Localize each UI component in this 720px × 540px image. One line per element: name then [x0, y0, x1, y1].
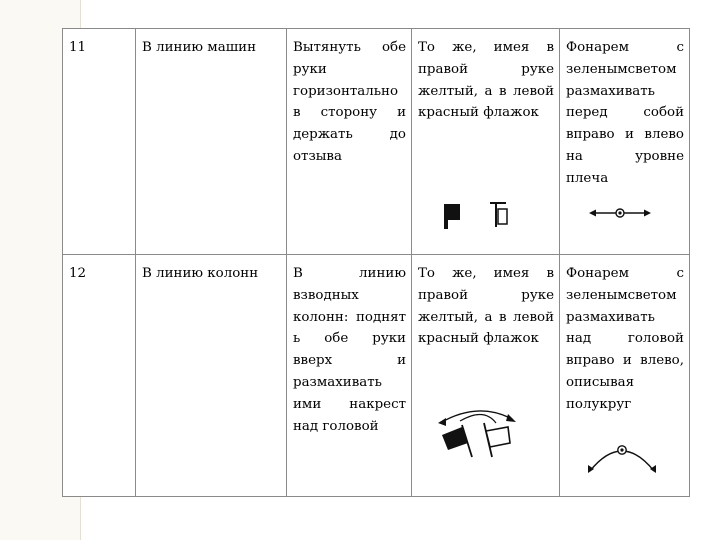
- hands-signal-cell: В линию взводных колонн: поднят ь обе руки вверх и размахивать ими накрест над головой: [287, 255, 412, 497]
- lamp-signal-cell: Фонарем с зеленымсветом размахивать над головой вправо и влево, описывая полукруг: [560, 255, 690, 497]
- flags-signal-cell: То же, имея в правой руке желтый, а в левой красный флажок: [412, 255, 560, 497]
- lamp-signal-cell: Фонарем с зеленымсветом размахивать перед собой вправо и влево на уровне плеча: [560, 29, 690, 255]
- hands-signal-cell: Вытянуть обе руки горизонтально в сторону и держать до отзыва: [287, 29, 412, 255]
- lamp-semicircle-swing-icon: [584, 435, 660, 475]
- row-number: 12: [63, 255, 136, 497]
- signals-table: [62, 28, 690, 497]
- lamp-horizontal-swing-icon: [588, 205, 652, 221]
- two-flags-held-sideways-icon: [442, 199, 510, 229]
- table-row: [63, 255, 690, 497]
- command-cell: В линию колонн: [136, 255, 287, 497]
- two-flags-crossed-overhead-icon: [426, 405, 546, 465]
- table-row: [63, 29, 690, 255]
- flags-signal-cell: То же, имея в правой руке желтый, а в левой красный флажок: [412, 29, 560, 255]
- command-cell: В линию машин: [136, 29, 287, 255]
- row-number: 11: [63, 29, 136, 255]
